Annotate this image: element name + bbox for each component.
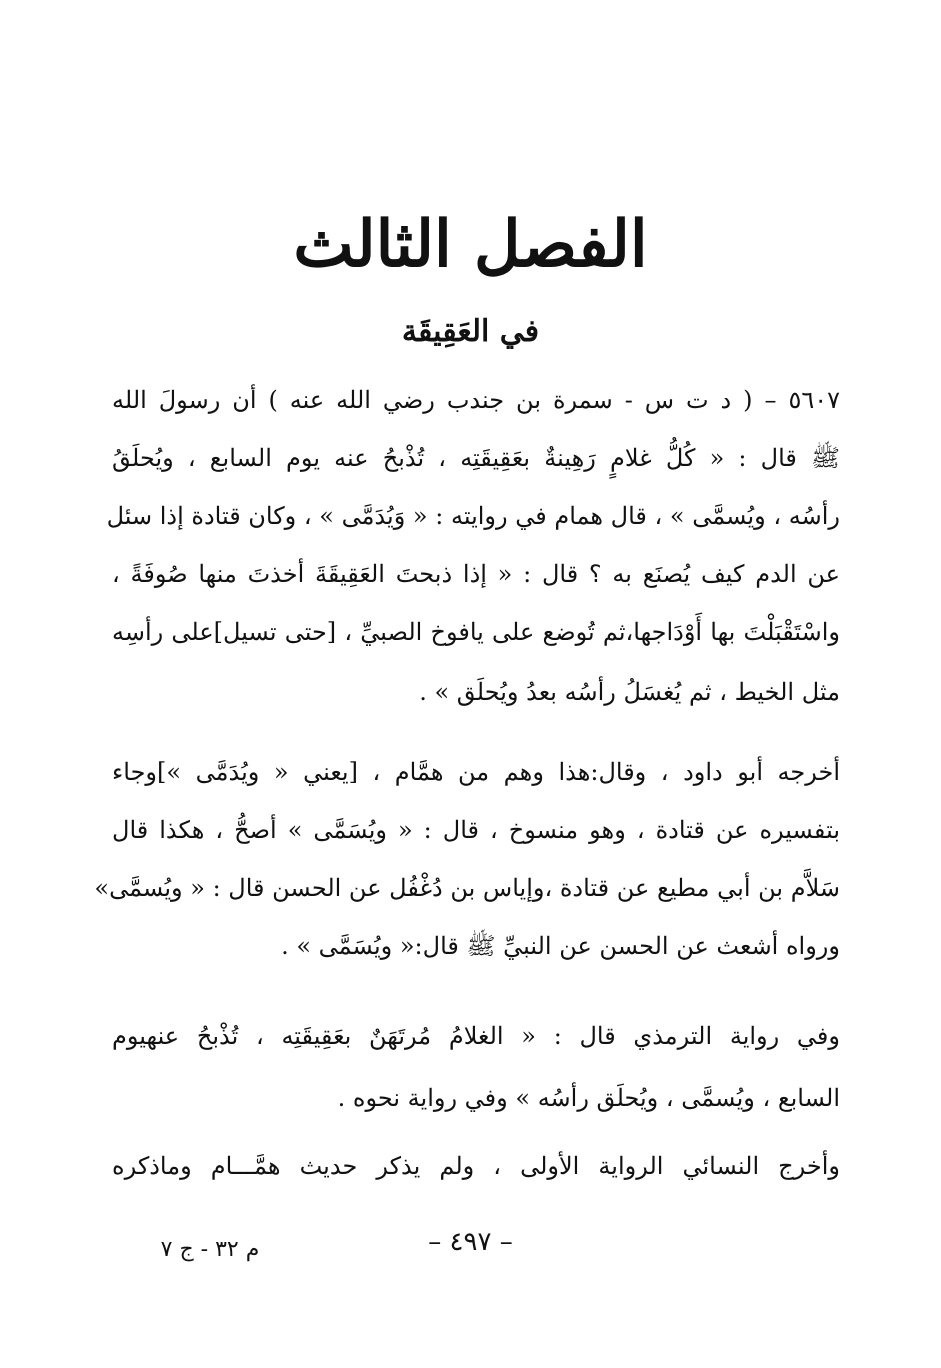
commentary-line: بتفسيره عن قتادة ، وهو منسوخ ، قال : « ويُسَمَّى » أصحُّ ، هكذا قال	[112, 816, 840, 844]
hadith-line: ٥٦٠٧ – ( د ت س - سمرة بن جندب رضي الله عنه ) أن رسولَ الله	[112, 386, 840, 414]
commentary-line: وفي رواية الترمذي قال : « الغلامُ مُرتَهَنٌ بعَقِيقَتِه ، تُذْبحُ عنهيوم	[112, 1022, 840, 1050]
section-title: في العَقِيقَة	[401, 314, 540, 349]
hadith-line: عن الدم كيف يُصنَع به ؟ قال : « إذا ذبحتَ العَقِيقَةَ أخذتَ منها صُوفَةً ،	[112, 560, 841, 588]
hadith-line: واسْتَقْبَلْتَ بها أَوْدَاجها،ثم تُوضع على يافوخ الصبيِّ ، [حتى تسيل]على رأسِه	[112, 618, 840, 646]
hadith-line: رأسُه ، ويُسمَّى » ، قال همام في روايته : « وَيُدَمَّى » ، وكان قتادة إذا سئل	[106, 502, 840, 530]
commentary-line: أخرجه أبو داود ، وقال:هذا وهم من همَّام ، [يعني « ويُدَمَّى »]وجاء	[112, 758, 840, 786]
hadith-line: مثل الخيط ، ثم يُغسَلُ رأسُه بعدُ ويُحلَق » .	[419, 678, 840, 706]
hadith-line: ﷺ قال : « كُلُّ غلامٍ رَهِينةٌ بعَقِيقَتِه ، تُذْبحُ عنه يوم السابع ، ويُحلَقُ	[112, 444, 840, 472]
commentary-line: ورواه أشعث عن الحسن عن النبيِّ ﷺ قال:« ويُسَمَّى » .	[281, 932, 840, 960]
chapter-title: الفصل الثالث	[293, 207, 648, 282]
commentary-line: وأخرج النسائي الرواية الأولى ، ولم يذكر حديث همَّـــام وماذكره	[112, 1152, 840, 1180]
commentary-line: السابع ، ويُسمَّى ، ويُحلَق رأسُه » وفي رواية نحوه .	[337, 1084, 840, 1112]
signature-mark: م ٣٢ - ج ٧	[160, 1237, 260, 1262]
commentary-line: سَلاَّم بن أبي مطيع عن قتادة ،وإياس بن دُغْفُل عن الحسن قال : « ويُسمَّى»	[94, 874, 840, 902]
page-number: – ٤٩٧ –	[428, 1227, 513, 1257]
